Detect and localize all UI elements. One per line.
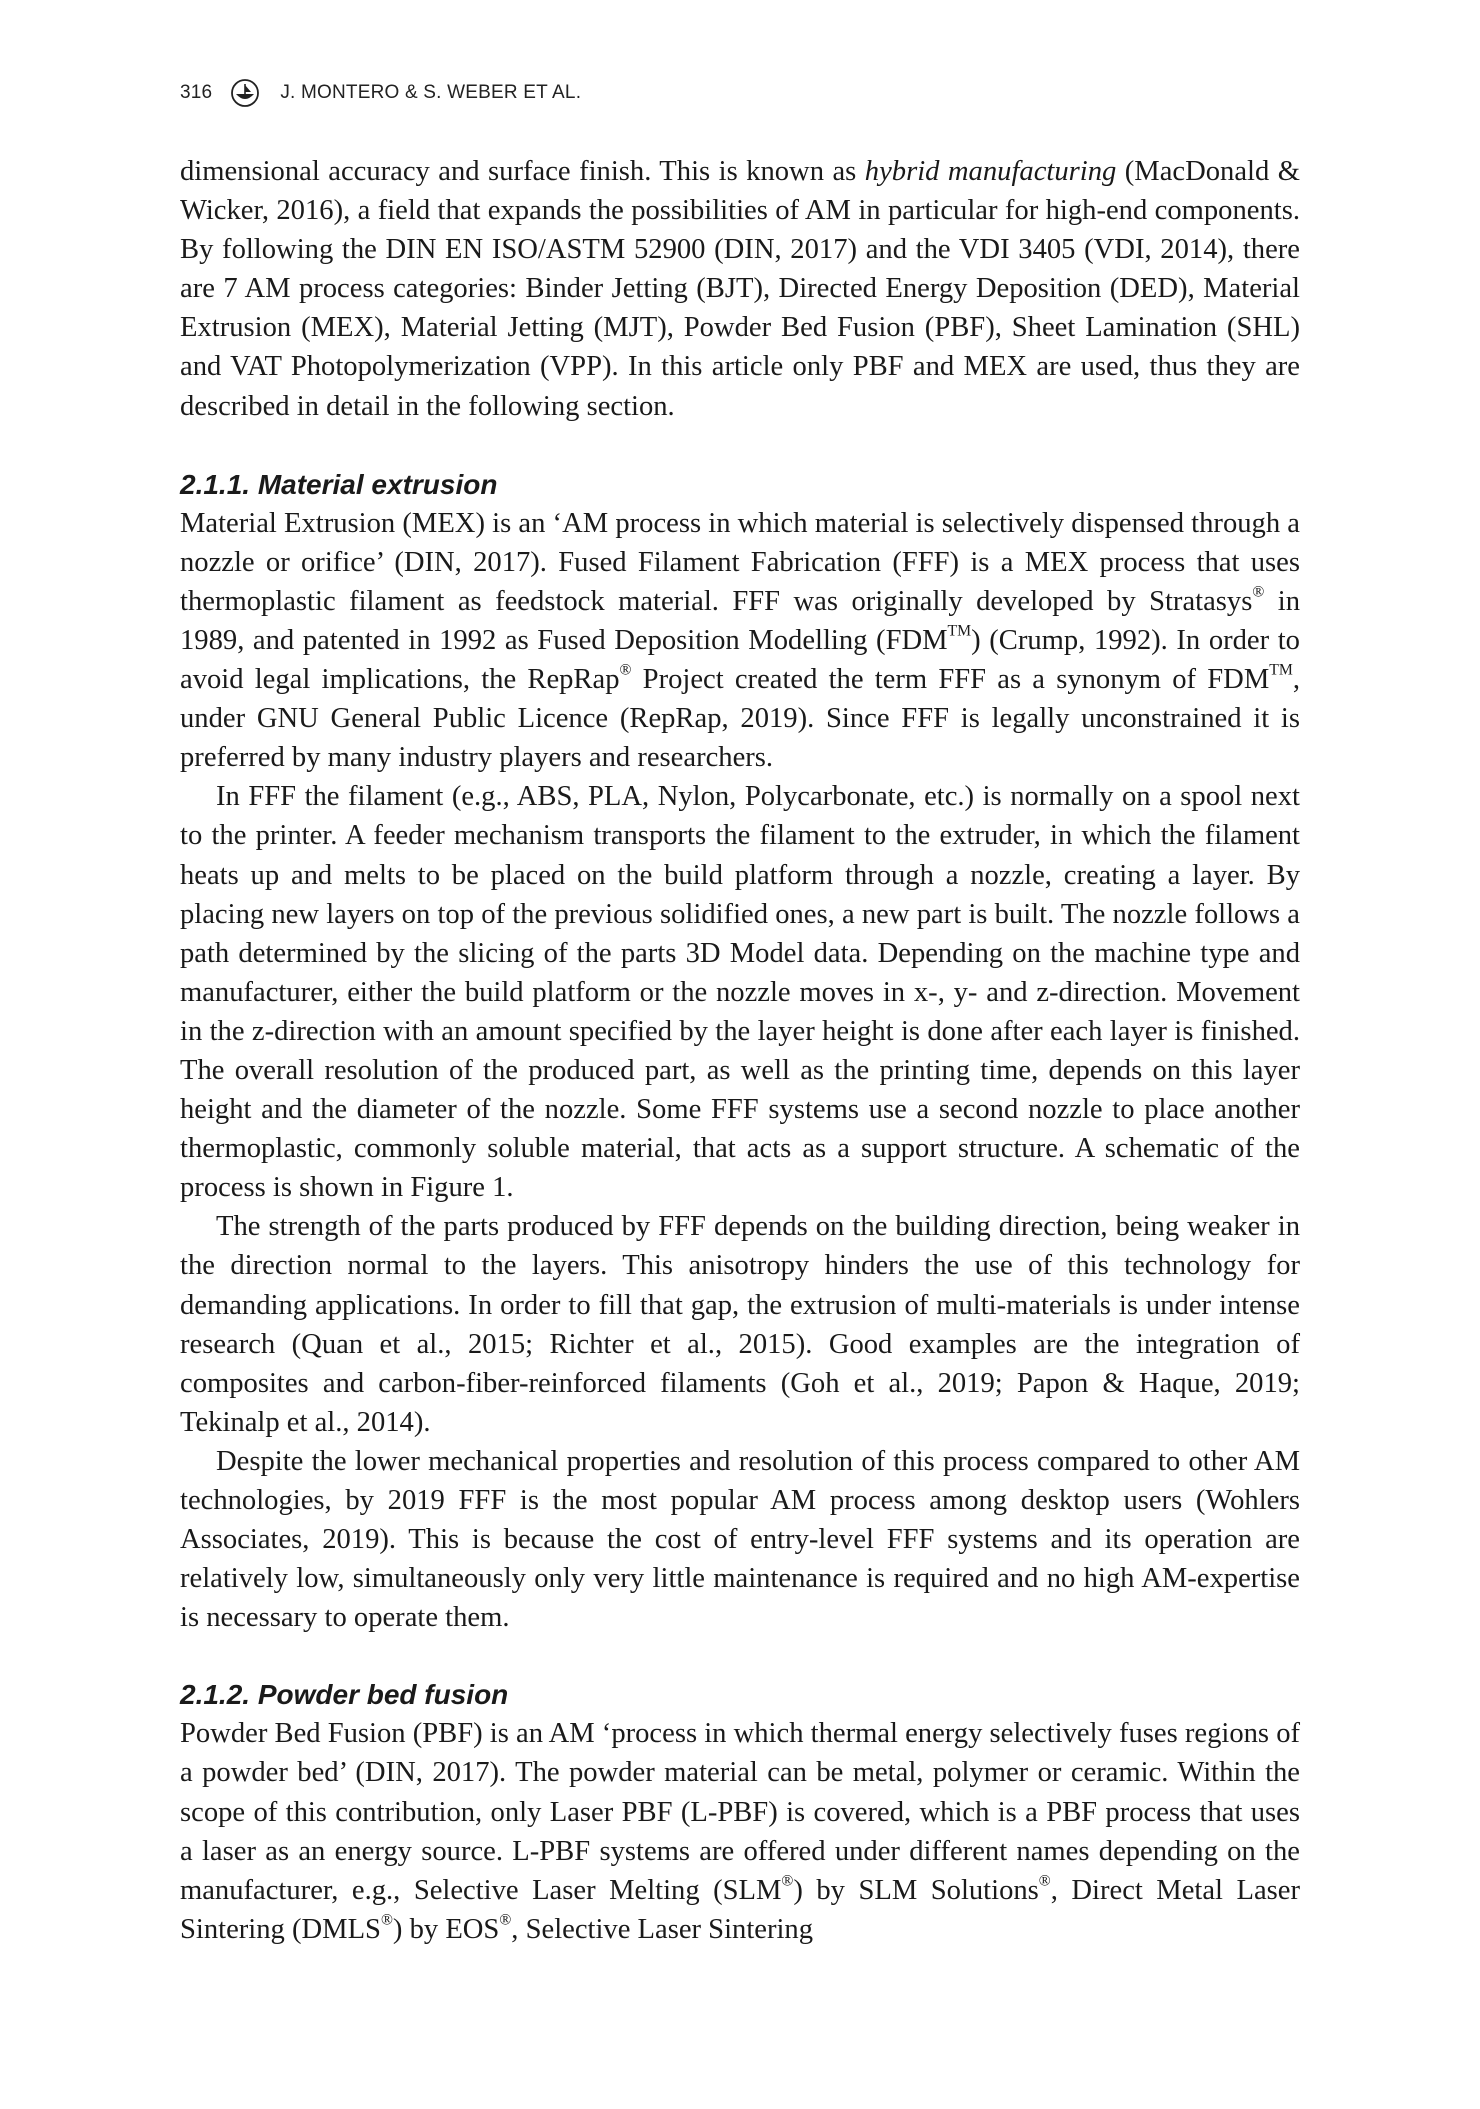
intro-paragraph: [180, 152, 1300, 426]
paragraph-text: , Direct Metal Laser Sintering (DMLS: [180, 1874, 1300, 1945]
paragraph-text: Powder Bed Fusion (PBF) is an AM ‘process in which thermal energy selectively fuses regions of a powder bed’ (DIN, 2017). The powder material can be metal, polymer or ceramic. Within the scope of this contribution, only Laser PBF (L-PBF) is covered, which is a PBF process that uses a laser as an energy source. L-PBF systems are offered under different names depending on the manufacturer, e.g., Selective Laser Melting (SLM: [180, 1718, 1301, 1906]
paragraph-text: ) (Crump, 1992). In order to avoid legal implications, the RepRap: [180, 624, 1300, 696]
trademark-mark: TM: [1269, 661, 1293, 679]
trademark-mark: TM: [947, 622, 972, 640]
intro-text: dimensional accuracy and surface finish. This is known as: [180, 156, 865, 187]
paragraph-text: , under GNU General Public Licence (RepRap, 2019). Since FFF is legally unconstrained it is preferred by many industry players and researchers.: [180, 664, 1300, 774]
registered-mark: ®: [619, 661, 632, 679]
paragraph: The strength of the parts produced by FFF depends on the building direction, being weaker in the direction normal to the layers. This anisotropy hinders the use of this technology for demanding applications. In order to fill that gap, the extrusion of multi-materials is under intense research (Quan et al., 2015; Richter et al., 2015). Good examples are the integration of composites and carbon-fiber-reinforced filaments (Goh et al., 2019; Papon & Haque, 2019; Tekinalp et al., 2014).: [180, 1211, 1300, 1438]
paragraph: [180, 1714, 1300, 1949]
paragraph: In FFF the filament (e.g., ABS, PLA, Nylon, Polycarbonate, etc.) is normally on a spool next to the printer. A feeder mechanism transports the filament to the extruder, in which the filament heats up and melts to be placed on the build platform through a nozzle, creating a layer. By placing new layers on top of the previous solidified ones, a new part is built. The nozzle follows a path determined by the slicing of the parts 3D Model data. Depending on the machine type and manufacturer, either the build platform or the nozzle moves in x-, y- and z-direction. Movement in the z-direction with an amount specified by the layer height is done after each layer is finished. The overall resolution of the produced part, as well as the printing time, depends on this layer height and the diameter of the nozzle. Some FFF systems use a second nozzle to place another thermoplastic, commonly soluble material, that acts as a support structure. A schematic of the process is shown in Figure 1.: [180, 781, 1300, 1204]
intro-text-continued: (MacDonald & Wicker, 2016), a field that expands the possibilities of AM in particular for high-end components. By following the DIN EN ISO/ASTM 52900 (DIN, 2017) and the VDI 3405 (VDI, 2014), there are 7 AM process categories: Binder Jetting (BJT), Directed Energy Deposition (DED), Material Extrusion (MEX), Material Jetting (MJT), Powder Bed Fusion (PBF), Sheet Lamination (SHL) and VAT Photopolymerization (VPP). In this article only PBF and MEX are used, thus they are described in detail in the following section.: [180, 156, 1300, 422]
registered-mark: ®: [499, 1911, 512, 1929]
page-number: 316: [180, 82, 213, 103]
paragraph-text: , Selective Laser Sintering: [511, 1913, 814, 1945]
paragraph-text: ) by SLM Solutions: [793, 1874, 1039, 1906]
article-body: [180, 152, 1300, 1949]
italic-term: hybrid manufacturing: [864, 156, 1117, 187]
paragraph: Despite the lower mechanical properties and resolution of this process compared to other AM technologies, by 2019 FFF is the most popular AM process among desktop users (Wohlers Associates, 2019). This is because the cost of entry-level FFF systems and its operation are relatively low, simultaneously only very little maintenance is required and no high AM-expertise is necessary to operate them.: [180, 1445, 1300, 1634]
registered-mark: ®: [781, 1872, 794, 1890]
paragraph: [180, 504, 1300, 778]
registered-mark: ®: [380, 1911, 393, 1929]
registered-mark: ®: [1252, 583, 1265, 601]
paragraph-text: Project created the term FFF as a synonym of FDM: [631, 664, 1270, 696]
registered-mark: ®: [1038, 1872, 1051, 1890]
section-heading-powder-bed-fusion: 2.1.2. Powder bed fusion: [180, 1679, 509, 1711]
paragraph-text: ) by EOS: [392, 1913, 500, 1945]
paragraph-text: Material Extrusion (MEX) is an ‘AM process in which material is selectively dispensed through a nozzle or orifice’ (DIN, 2017). Fused Filament Fabrication (FFF) is a MEX process that uses thermoplastic filament as feedstock material. FFF was originally developed by Stratasys: [180, 507, 1300, 617]
running-header: [180, 78, 581, 108]
journal-logo-icon: [230, 78, 260, 108]
running-header-authors: J. MONTERO & S. WEBER ET AL.: [280, 82, 582, 103]
section-heading-material-extrusion: 2.1.1. Material extrusion: [180, 468, 498, 500]
paragraph-text: in 1989, and patented in 1992 as Fused Deposition Modelling (FDM: [180, 585, 1300, 656]
